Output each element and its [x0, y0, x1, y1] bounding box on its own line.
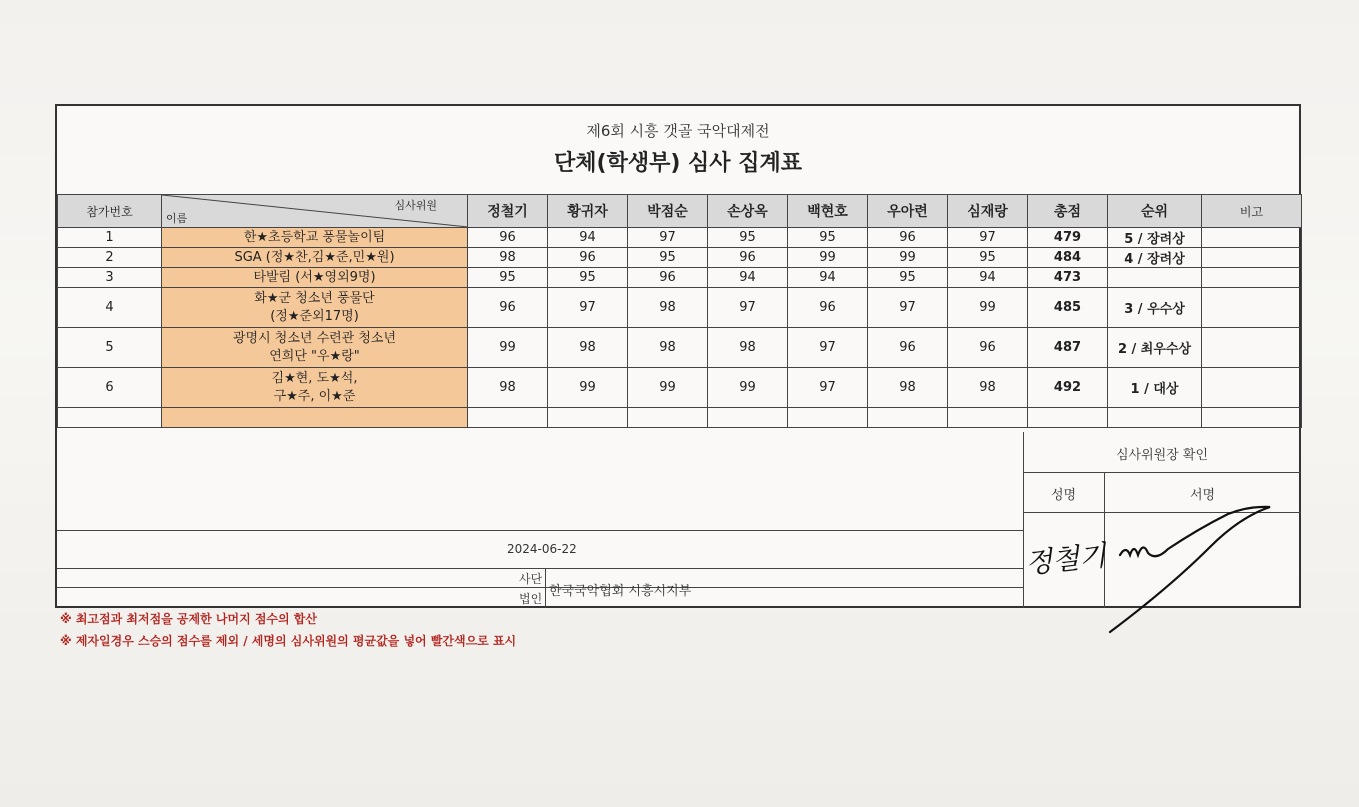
- table-row: [58, 268, 1302, 288]
- judge-header: 손상옥: [708, 195, 788, 228]
- judge-header: 우아련: [868, 195, 948, 228]
- footer-divider: [1023, 472, 1301, 473]
- entry-number-cell: 5: [58, 328, 162, 368]
- score-cell: 94: [948, 268, 1028, 288]
- score-cell: 97: [788, 328, 868, 368]
- judge-header: 황귀자: [548, 195, 628, 228]
- org-type-top: 사단: [519, 572, 543, 586]
- team-name-line: 타발림 (서★영외9명): [253, 269, 376, 285]
- rank-cell: [1108, 268, 1202, 288]
- score-cell: 95: [948, 248, 1028, 268]
- score-cell: 96: [468, 288, 548, 328]
- judges-label: 심사위원: [394, 199, 437, 212]
- judge-header: 백현호: [788, 195, 868, 228]
- empty-cell: [58, 408, 162, 428]
- empty-cell: [628, 408, 708, 428]
- score-cell: 97: [788, 368, 868, 408]
- score-cell: 96: [468, 228, 548, 248]
- rank-cell: 3 / 우수상: [1108, 288, 1202, 328]
- score-table: [57, 194, 1302, 428]
- score-cell: 98: [948, 368, 1028, 408]
- table-row: [58, 328, 1302, 368]
- score-cell: 94: [708, 268, 788, 288]
- empty-cell: [868, 408, 948, 428]
- score-cell: 95: [628, 248, 708, 268]
- signature-field-label: 서명: [1189, 488, 1216, 503]
- note-cell: [1202, 228, 1302, 248]
- score-cell: 99: [788, 248, 868, 268]
- score-cell: 94: [548, 228, 628, 248]
- score-cell: 98: [868, 368, 948, 408]
- entry-number-cell: 1: [58, 228, 162, 248]
- footnotes: [60, 608, 516, 652]
- score-cell: 96: [548, 248, 628, 268]
- score-cell: 95: [868, 268, 948, 288]
- name-field-label: 성명: [1050, 488, 1077, 503]
- total-cell: 487: [1028, 328, 1108, 368]
- table-body: [58, 228, 1302, 428]
- sheet-title: 단체(학생부) 심사 집계표: [554, 151, 802, 176]
- entry-number-cell: 4: [58, 288, 162, 328]
- empty-cell: [708, 408, 788, 428]
- footer-divider: [57, 568, 1023, 569]
- score-cell: 96: [708, 248, 788, 268]
- score-cell: 95: [708, 228, 788, 248]
- empty-cell: [788, 408, 868, 428]
- score-cell: 99: [548, 368, 628, 408]
- entry-number-cell: 3: [58, 268, 162, 288]
- table-row: [58, 288, 1302, 328]
- score-cell: 97: [868, 288, 948, 328]
- name-label: 이름: [166, 212, 188, 225]
- score-cell: 96: [628, 268, 708, 288]
- score-cell: 98: [628, 288, 708, 328]
- score-cell: 99: [948, 288, 1028, 328]
- team-name-cell: [162, 228, 468, 248]
- score-cell: 99: [628, 368, 708, 408]
- team-name-line: 김★현, 도★석,: [271, 370, 358, 386]
- title-area: [57, 106, 1299, 192]
- team-name-cell: [162, 268, 468, 288]
- team-name-cell: [162, 328, 468, 368]
- score-cell: 97: [948, 228, 1028, 248]
- score-cell: 99: [468, 328, 548, 368]
- table-row: [58, 248, 1302, 268]
- score-cell: 99: [708, 368, 788, 408]
- col-name-header: [162, 195, 468, 228]
- team-name-cell: [162, 248, 468, 268]
- judge-header: 박점순: [628, 195, 708, 228]
- table-header-row: [58, 195, 1302, 228]
- team-name-cell: [162, 368, 468, 408]
- total-cell: 479: [1028, 228, 1108, 248]
- rank-cell: 4 / 장려상: [1108, 248, 1202, 268]
- total-cell: 485: [1028, 288, 1108, 328]
- judge-header: 정철기: [468, 195, 548, 228]
- rank-cell: 1 / 대상: [1108, 368, 1202, 408]
- total-cell: 492: [1028, 368, 1108, 408]
- score-cell: 95: [788, 228, 868, 248]
- note-cell: [1202, 248, 1302, 268]
- total-cell: 484: [1028, 248, 1108, 268]
- score-cell: 97: [548, 288, 628, 328]
- org-name: 한국국악협회 시흥시지부: [549, 584, 692, 599]
- note-cell: [1202, 368, 1302, 408]
- footer-divider: [545, 568, 546, 608]
- signature-mark: [1100, 500, 1290, 640]
- date-text: 2024-06-22: [507, 542, 577, 556]
- footnote: ※ 최고점과 최저점을 공제한 나머지 점수의 합산: [60, 612, 317, 626]
- score-cell: 98: [468, 248, 548, 268]
- score-cell: 98: [628, 328, 708, 368]
- entry-number-cell: 2: [58, 248, 162, 268]
- team-name-line: 연희단 "우★랑": [269, 348, 360, 364]
- handwritten-name: 정철기: [1023, 538, 1108, 581]
- score-cell: 96: [788, 288, 868, 328]
- team-name-line: 광명시 청소년 수련관 청소년: [232, 330, 397, 346]
- score-cell: 94: [788, 268, 868, 288]
- empty-cell: [548, 408, 628, 428]
- footer-divider: [57, 530, 1023, 531]
- event-subtitle: 제6회 시흥 갯골 국악대제전: [586, 122, 770, 140]
- team-name-line: (정★준외17명): [270, 308, 359, 324]
- empty-cell: [948, 408, 1028, 428]
- note-cell: [1202, 288, 1302, 328]
- team-name-line: 화★군 청소년 풍물단: [254, 290, 375, 306]
- total-header: 총점: [1028, 195, 1108, 228]
- rank-cell: 2 / 최우수상: [1108, 328, 1202, 368]
- chief-judge-confirm-label: 심사위원장 확인: [1115, 448, 1209, 463]
- empty-cell: [1028, 408, 1108, 428]
- score-cell: 96: [948, 328, 1028, 368]
- team-name-line: 구★주, 이★준: [273, 388, 356, 404]
- table-row: [58, 368, 1302, 408]
- judge-header: 심재랑: [948, 195, 1028, 228]
- score-cell: 95: [468, 268, 548, 288]
- score-cell: 98: [548, 328, 628, 368]
- team-name-line: SGA (정★찬,김★준,민★원): [234, 249, 395, 265]
- team-name-cell: [162, 408, 468, 428]
- score-cell: 95: [548, 268, 628, 288]
- total-cell: 473: [1028, 268, 1108, 288]
- col-number-header: 참가번호: [58, 195, 162, 228]
- note-cell: [1202, 268, 1302, 288]
- score-cell: 99: [868, 248, 948, 268]
- score-cell: 97: [708, 288, 788, 328]
- team-name-cell: [162, 288, 468, 328]
- empty-cell: [468, 408, 548, 428]
- footer-divider: [57, 587, 1023, 588]
- table-row: [58, 228, 1302, 248]
- score-cell: 97: [628, 228, 708, 248]
- note-header: 비고: [1202, 195, 1302, 228]
- score-cell: 98: [468, 368, 548, 408]
- empty-cell: [1202, 408, 1302, 428]
- entry-number-cell: 6: [58, 368, 162, 408]
- rank-header: 순위: [1108, 195, 1202, 228]
- rank-cell: 5 / 장려상: [1108, 228, 1202, 248]
- table-row: [58, 408, 1302, 428]
- org-type-bottom: 법인: [519, 592, 543, 606]
- note-cell: [1202, 328, 1302, 368]
- score-cell: 98: [708, 328, 788, 368]
- empty-cell: [1108, 408, 1202, 428]
- score-cell: 96: [868, 228, 948, 248]
- score-cell: 96: [868, 328, 948, 368]
- team-name-line: 한★초등학교 풍물놀이팀: [243, 229, 386, 245]
- footnote: ※ 제자일경우 스승의 점수를 제외 / 세명의 심사위원의 평균값을 넣어 빨간색으로 표시: [60, 634, 517, 648]
